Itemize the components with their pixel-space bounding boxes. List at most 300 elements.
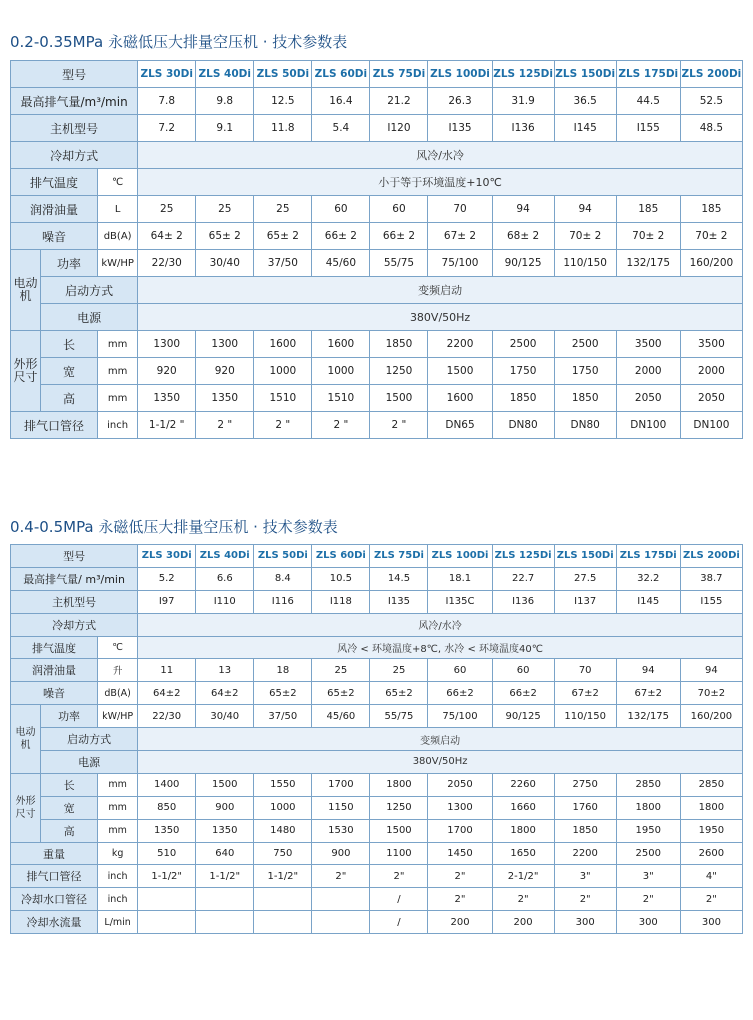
- table-cell: 2050: [680, 385, 742, 412]
- table-cell: 11: [138, 659, 196, 682]
- table-cell: I135C: [428, 590, 492, 613]
- table-row: [11, 277, 743, 304]
- model-name: ZLS 60Di: [312, 545, 370, 568]
- table-cell: 2000: [680, 358, 742, 385]
- exhaust-temp-label: 排气温度: [11, 636, 98, 659]
- table-row: [11, 196, 743, 223]
- table-cell: 1-1/2": [138, 865, 196, 888]
- table-row: [11, 773, 743, 796]
- table-cell: 132/175: [616, 250, 680, 277]
- table-row: [11, 865, 743, 888]
- table-cell: 70: [428, 196, 492, 223]
- unit-cell: mm: [98, 819, 138, 842]
- table-cell: [196, 888, 254, 911]
- table-cell: [138, 888, 196, 911]
- cooling-label: 冷却方式: [11, 142, 138, 169]
- table-cell: 2": [428, 888, 492, 911]
- table-cell: /: [370, 911, 428, 934]
- table-cell: 5.4: [312, 115, 370, 142]
- table-cell: 1250: [370, 358, 428, 385]
- table-cell: 30/40: [196, 250, 254, 277]
- exhaust-temp-label: 排气温度: [11, 169, 98, 196]
- table-cell: 94: [616, 659, 680, 682]
- table-cell: 160/200: [680, 250, 742, 277]
- table-cell: 510: [138, 842, 196, 865]
- table-cell: 6.6: [196, 567, 254, 590]
- table-row: [11, 819, 743, 842]
- table-cell: 11.8: [254, 115, 312, 142]
- table-cell: 1000: [254, 796, 312, 819]
- table-cell: 1660: [492, 796, 554, 819]
- table-cell: 1500: [370, 819, 428, 842]
- table-cell: 16.4: [312, 88, 370, 115]
- table-row: [11, 115, 743, 142]
- model-name: ZLS 150Di: [554, 545, 616, 568]
- table2-title: 0.4-0.5MPa 永磁低压大排量空压机 · 技术参数表: [10, 518, 338, 536]
- cooling-value: 风冷/水冷: [138, 142, 743, 169]
- table-cell: 10.5: [312, 567, 370, 590]
- table-cell: 1600: [254, 331, 312, 358]
- table-cell: 60: [370, 196, 428, 223]
- table-cell: 2850: [680, 773, 742, 796]
- table-cell: 94: [554, 196, 616, 223]
- table-cell: I136: [492, 115, 554, 142]
- table-cell: 25: [312, 659, 370, 682]
- table-cell: 32.2: [616, 567, 680, 590]
- table-cell: 1000: [254, 358, 312, 385]
- table-cell: 66± 2: [370, 223, 428, 250]
- outlet-label: 排气口管径: [11, 865, 98, 888]
- table-cell: 1500: [428, 358, 492, 385]
- table-cell: I137: [554, 590, 616, 613]
- table-row: [11, 412, 743, 439]
- table-cell: 2": [428, 865, 492, 888]
- table-cell: DN80: [554, 412, 616, 439]
- table-cell: I135: [370, 590, 428, 613]
- table-cell: 2 ": [196, 412, 254, 439]
- table-cell: 1750: [554, 358, 616, 385]
- table-cell: 2 ": [312, 412, 370, 439]
- table-cell: 2850: [616, 773, 680, 796]
- model-name: ZLS 30Di: [138, 61, 196, 88]
- table-cell: 1510: [312, 385, 370, 412]
- width-label: 宽: [41, 796, 98, 819]
- table-cell: 52.5: [680, 88, 742, 115]
- table-cell: 1850: [554, 819, 616, 842]
- model-name: ZLS 50Di: [254, 61, 312, 88]
- table-cell: 7.8: [138, 88, 196, 115]
- table-cell: 27.5: [554, 567, 616, 590]
- table-cell: DN100: [680, 412, 742, 439]
- motor-supply-value: 380V/50Hz: [138, 304, 743, 331]
- table-cell: 64± 2: [138, 223, 196, 250]
- table-cell: 2050: [616, 385, 680, 412]
- unit-cell: kg: [98, 842, 138, 865]
- table-cell: 2 ": [254, 412, 312, 439]
- unit-cell: L: [98, 196, 138, 223]
- model-name: ZLS 40Di: [196, 545, 254, 568]
- table-cell: 1950: [680, 819, 742, 842]
- table1-title: 0.2-0.35MPa 永磁低压大排量空压机 · 技术参数表: [10, 33, 348, 51]
- model-name: ZLS 150Di: [554, 61, 616, 88]
- length-label: 长: [41, 773, 98, 796]
- table-cell: 75/100: [428, 705, 492, 728]
- table-cell: 1760: [554, 796, 616, 819]
- table-cell: 2": [312, 865, 370, 888]
- table-cell: 920: [138, 358, 196, 385]
- table-cell: 2000: [616, 358, 680, 385]
- max-air-label: 最高排气量/m³/min: [11, 88, 138, 115]
- table-cell: 67± 2: [428, 223, 492, 250]
- table-cell: 1000: [312, 358, 370, 385]
- table-cell: 300: [554, 911, 616, 934]
- table-cell: 1750: [492, 358, 554, 385]
- table-cell: 1530: [312, 819, 370, 842]
- table-cell: 65± 2: [196, 223, 254, 250]
- table-cell: 1-1/2": [254, 865, 312, 888]
- table-cell: 37/50: [254, 705, 312, 728]
- table-cell: 1850: [492, 385, 554, 412]
- table-cell: 1950: [616, 819, 680, 842]
- table-cell: 1100: [370, 842, 428, 865]
- table-cell: 94: [680, 659, 742, 682]
- table-cell: 45/60: [312, 705, 370, 728]
- table-cell: 1250: [370, 796, 428, 819]
- model-name: ZLS 100Di: [428, 545, 492, 568]
- table-cell: 3": [554, 865, 616, 888]
- dims-group-label: 外形尺寸: [11, 773, 41, 842]
- table-cell: 12.5: [254, 88, 312, 115]
- model-label: 型号: [11, 61, 138, 88]
- unit-cell: kW/HP: [98, 705, 138, 728]
- table-cell: 2500: [492, 331, 554, 358]
- table-cell: [254, 888, 312, 911]
- table-cell: 60: [428, 659, 492, 682]
- table-cell: 26.3: [428, 88, 492, 115]
- table-row: [11, 682, 743, 705]
- table-cell: 1500: [196, 773, 254, 796]
- table-cell: 185: [616, 196, 680, 223]
- table-cell: I120: [370, 115, 428, 142]
- table-cell: 110/150: [554, 705, 616, 728]
- model-name: ZLS 175Di: [616, 61, 680, 88]
- table-cell: 1300: [428, 796, 492, 819]
- table-cell: DN100: [616, 412, 680, 439]
- table-cell: 640: [196, 842, 254, 865]
- table-cell: 30/40: [196, 705, 254, 728]
- table-cell: 67±2: [554, 682, 616, 705]
- model-name: ZLS 50Di: [254, 545, 312, 568]
- table-cell: 200: [428, 911, 492, 934]
- table-row: [11, 613, 743, 636]
- table-cell: I116: [254, 590, 312, 613]
- table-cell: 21.2: [370, 88, 428, 115]
- table-cell: 2": [680, 888, 742, 911]
- table-cell: 2750: [554, 773, 616, 796]
- unit-cell: mm: [98, 331, 138, 358]
- table-cell: 2200: [554, 842, 616, 865]
- motor-start-value: 变频启动: [138, 728, 743, 751]
- height-label: 高: [41, 385, 98, 412]
- table-cell: 65±2: [370, 682, 428, 705]
- unit-cell: ℃: [98, 636, 138, 659]
- host-model-label: 主机型号: [11, 590, 138, 613]
- table-cell: 9.1: [196, 115, 254, 142]
- table-cell: 60: [312, 196, 370, 223]
- table-cell: 65±2: [312, 682, 370, 705]
- table-cell: 3": [616, 865, 680, 888]
- table-cell: 2": [492, 888, 554, 911]
- table-cell: 37/50: [254, 250, 312, 277]
- width-label: 宽: [41, 358, 98, 385]
- noise-label: 噪音: [11, 682, 98, 705]
- table-row: [11, 567, 743, 590]
- motor-group-label: 电动机: [11, 705, 41, 774]
- table-cell: 68± 2: [492, 223, 554, 250]
- table-cell: 38.7: [680, 567, 742, 590]
- unit-cell: dB(A): [98, 682, 138, 705]
- table-cell: 18.1: [428, 567, 492, 590]
- table-cell: 2260: [492, 773, 554, 796]
- model-name: ZLS 175Di: [616, 545, 680, 568]
- table-cell: 1800: [616, 796, 680, 819]
- table-cell: 70± 2: [680, 223, 742, 250]
- table-cell: 3500: [680, 331, 742, 358]
- table-cell: 70± 2: [616, 223, 680, 250]
- height-label: 高: [41, 819, 98, 842]
- noise-label: 噪音: [11, 223, 98, 250]
- unit-cell: ℃: [98, 169, 138, 196]
- table-cell: 200: [492, 911, 554, 934]
- spec-table-medium-pressure: [10, 544, 743, 934]
- table-cell: 2 ": [370, 412, 428, 439]
- table-cell: 110/150: [554, 250, 616, 277]
- table-row: [11, 385, 743, 412]
- motor-supply-label: 电源: [41, 304, 138, 331]
- table-cell: 31.9: [492, 88, 554, 115]
- table-cell: 1600: [428, 385, 492, 412]
- table-cell: I155: [616, 115, 680, 142]
- model-name: ZLS 125Di: [492, 61, 554, 88]
- motor-start-label: 启动方式: [41, 728, 138, 751]
- max-air-label: 最高排气量/ m³/min: [11, 567, 138, 590]
- unit-cell: mm: [98, 358, 138, 385]
- unit-cell: kW/HP: [98, 250, 138, 277]
- spec-table-low-pressure: [10, 60, 743, 439]
- table-cell: 22/30: [138, 250, 196, 277]
- water-flow-label: 冷却水流量: [11, 911, 98, 934]
- table-cell: 300: [680, 911, 742, 934]
- table-row: [11, 331, 743, 358]
- table-cell: DN80: [492, 412, 554, 439]
- host-model-label: 主机型号: [11, 115, 138, 142]
- table-cell: 160/200: [680, 705, 742, 728]
- model-name: ZLS 40Di: [196, 61, 254, 88]
- unit-cell: inch: [98, 865, 138, 888]
- unit-cell: inch: [98, 888, 138, 911]
- table-cell: 1350: [138, 819, 196, 842]
- lube-oil-label: 润滑油量: [11, 196, 98, 223]
- table-cell: 25: [196, 196, 254, 223]
- table-cell: 2050: [428, 773, 492, 796]
- table-cell: 1150: [312, 796, 370, 819]
- table-cell: 1700: [428, 819, 492, 842]
- table-row: [11, 590, 743, 613]
- table-cell: 65±2: [254, 682, 312, 705]
- unit-cell: 升: [98, 659, 138, 682]
- table-row: [11, 705, 743, 728]
- motor-start-label: 启动方式: [41, 277, 138, 304]
- table-row: [11, 728, 743, 751]
- table-cell: 48.5: [680, 115, 742, 142]
- table-row: [11, 61, 743, 88]
- table-cell: 1-1/2 ": [138, 412, 196, 439]
- table-cell: 70±2: [680, 682, 742, 705]
- table-cell: 1300: [138, 331, 196, 358]
- table-cell: 8.4: [254, 567, 312, 590]
- table-cell: 75/100: [428, 250, 492, 277]
- table-row: [11, 796, 743, 819]
- table-cell: 1350: [138, 385, 196, 412]
- unit-cell: mm: [98, 773, 138, 796]
- table-cell: 2": [616, 888, 680, 911]
- table-cell: 14.5: [370, 567, 428, 590]
- model-name: ZLS 100Di: [428, 61, 492, 88]
- table-cell: 36.5: [554, 88, 616, 115]
- table-cell: 2500: [616, 842, 680, 865]
- table-cell: 1400: [138, 773, 196, 796]
- table-row: [11, 250, 743, 277]
- table-cell: 66±2: [492, 682, 554, 705]
- table-cell: 900: [196, 796, 254, 819]
- table1-body: [11, 61, 743, 439]
- table-cell: [312, 911, 370, 934]
- table-cell: 67±2: [616, 682, 680, 705]
- motor-power-label: 功率: [41, 705, 98, 728]
- table-cell: 900: [312, 842, 370, 865]
- motor-start-value: 变频启动: [138, 277, 743, 304]
- table-cell: 1850: [554, 385, 616, 412]
- model-label: 型号: [11, 545, 138, 568]
- table-cell: 185: [680, 196, 742, 223]
- table-cell: 25: [138, 196, 196, 223]
- table-cell: [196, 911, 254, 934]
- unit-cell: L/min: [98, 911, 138, 934]
- length-label: 长: [41, 331, 98, 358]
- table-cell: 750: [254, 842, 312, 865]
- table-cell: 60: [492, 659, 554, 682]
- table-cell: 90/125: [492, 705, 554, 728]
- table-cell: 90/125: [492, 250, 554, 277]
- table-row: [11, 88, 743, 115]
- table-cell: 55/75: [370, 250, 428, 277]
- table-cell: 9.8: [196, 88, 254, 115]
- table-cell: 66±2: [428, 682, 492, 705]
- weight-label: 重量: [11, 842, 98, 865]
- table-cell: 1800: [680, 796, 742, 819]
- model-name: ZLS 125Di: [492, 545, 554, 568]
- lube-oil-label: 润滑油量: [11, 659, 98, 682]
- table-cell: 300: [616, 911, 680, 934]
- table-cell: [138, 911, 196, 934]
- table-cell: 1350: [196, 385, 254, 412]
- table-cell: 1-1/2": [196, 865, 254, 888]
- table-cell: 66± 2: [312, 223, 370, 250]
- table-cell: I145: [554, 115, 616, 142]
- table-cell: 55/75: [370, 705, 428, 728]
- unit-cell: mm: [98, 385, 138, 412]
- table-cell: 850: [138, 796, 196, 819]
- table-row: [11, 751, 743, 774]
- table-cell: 64±2: [196, 682, 254, 705]
- motor-supply-label: 电源: [41, 751, 138, 774]
- table-cell: 3500: [616, 331, 680, 358]
- table-cell: 1480: [254, 819, 312, 842]
- table-cell: 1450: [428, 842, 492, 865]
- table-cell: 70: [554, 659, 616, 682]
- dims-group-label: 外形尺寸: [11, 331, 41, 412]
- table-cell: 22/30: [138, 705, 196, 728]
- table-cell: DN65: [428, 412, 492, 439]
- table-row: [11, 659, 743, 682]
- table-cell: 1850: [370, 331, 428, 358]
- table-cell: 1500: [370, 385, 428, 412]
- table-cell: I136: [492, 590, 554, 613]
- table-cell: 18: [254, 659, 312, 682]
- table-cell: 1650: [492, 842, 554, 865]
- table2-body: [11, 545, 743, 934]
- table-cell: 5.2: [138, 567, 196, 590]
- unit-cell: inch: [98, 412, 138, 439]
- cooling-label: 冷却方式: [11, 613, 138, 636]
- unit-cell: dB(A): [98, 223, 138, 250]
- table-cell: 1510: [254, 385, 312, 412]
- exhaust-temp-value: 风冷 < 环境温度+8℃, 水冷 < 环境温度40℃: [138, 636, 743, 659]
- cooling-value: 风冷/水冷: [138, 613, 743, 636]
- table-cell: 70± 2: [554, 223, 616, 250]
- table-row: [11, 545, 743, 568]
- table-cell: 920: [196, 358, 254, 385]
- outlet-label: 排气口管径: [11, 412, 98, 439]
- model-name: ZLS 200Di: [680, 545, 742, 568]
- table-cell: 45/60: [312, 250, 370, 277]
- table-row: [11, 888, 743, 911]
- table-cell: 2-1/2": [492, 865, 554, 888]
- table-cell: 132/175: [616, 705, 680, 728]
- table-cell: 13: [196, 659, 254, 682]
- table-row: [11, 142, 743, 169]
- table-cell: I118: [312, 590, 370, 613]
- table-cell: 25: [370, 659, 428, 682]
- table-cell: 2200: [428, 331, 492, 358]
- table-cell: 7.2: [138, 115, 196, 142]
- table-cell: 44.5: [616, 88, 680, 115]
- table-cell: I97: [138, 590, 196, 613]
- table-cell: 2": [370, 865, 428, 888]
- motor-group-label: 电动机: [11, 250, 41, 331]
- table-cell: I135: [428, 115, 492, 142]
- table-cell: 64±2: [138, 682, 196, 705]
- table-cell: 94: [492, 196, 554, 223]
- table-cell: 1600: [312, 331, 370, 358]
- table-row: [11, 911, 743, 934]
- motor-power-label: 功率: [41, 250, 98, 277]
- table-row: [11, 636, 743, 659]
- model-name: ZLS 30Di: [138, 545, 196, 568]
- table-row: [11, 842, 743, 865]
- table-cell: 1300: [196, 331, 254, 358]
- table-cell: 25: [254, 196, 312, 223]
